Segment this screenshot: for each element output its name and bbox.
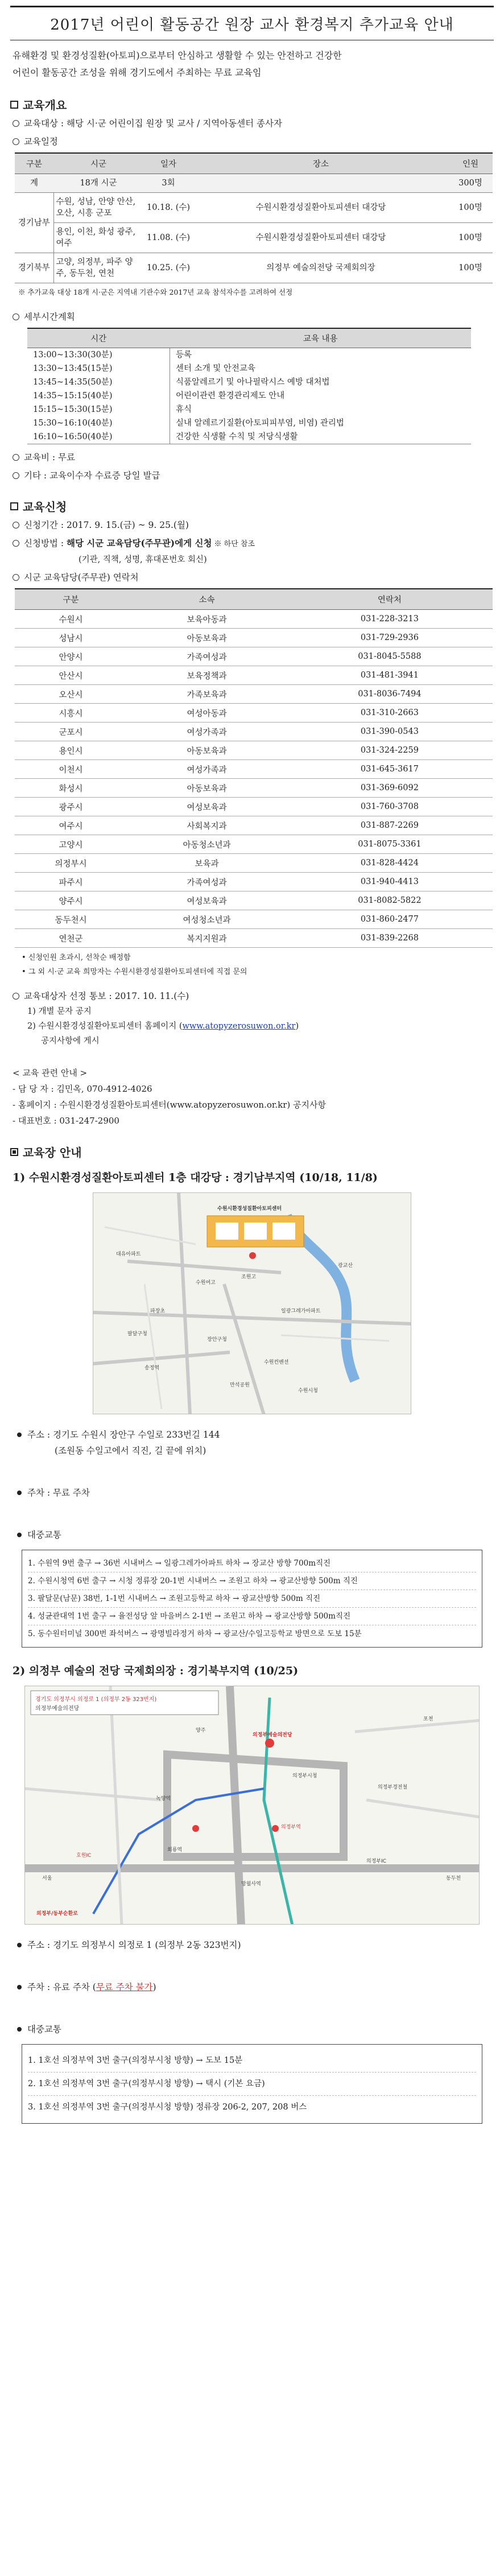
column-header: 구분 [15,153,53,174]
table-row [15,798,493,816]
table-cell: 031-940-4413 [287,873,493,891]
table-cell: 여성보육과 [127,891,287,910]
map-label: 수원시환경성질환아토피센터 [217,1206,282,1212]
table-cell: 의정부 예술의전당 국제회의장 [193,253,448,283]
table-row [15,629,493,647]
column-header: 시군 [53,153,143,174]
column-header: 인원 [448,153,493,174]
map-label: 동두천 [446,1876,461,1881]
circle-bullet-icon [13,454,19,461]
map-graphic [25,1686,480,1925]
table-cell: 18개 시군 [53,174,143,193]
timetable [27,328,471,444]
suwon-venue-map [93,1192,411,1414]
map-label: 서울 [42,1876,52,1881]
table-cell: 031-860-2477 [287,910,493,929]
map-label: 의정부/동부순환로 [36,1911,78,1917]
dot-bullet-icon [17,1985,22,1989]
table-cell: 군포시 [15,723,127,741]
table-cell: 안양시 [15,647,127,666]
table-row [15,835,493,854]
transit-box [22,2044,482,2124]
table-row [15,854,493,873]
transit-item: 5. 동수원터미널 300번 좌석버스 → 광명빌라정거 하차 → 광교산/수일고등학교 방면으로 도보 15분 [28,1629,362,1638]
map-label: 회룡역 [167,1847,183,1853]
table-row [15,666,493,685]
map-label: 의정부시청 [292,1773,317,1779]
intro-line: 유해환경 및 환경성질환(아토피)으로부터 안심하고 생활할 수 있는 안전하고 건강한 [13,50,342,61]
venue1-title: 1) 수원시환경성질환아토피센터 1층 대강당 : 경기남부지역 (10/18, 11/8) [13,1171,378,1184]
table-cell: 여성보육과 [127,798,287,816]
target-text: 교육대상 : 해당 시·군 어린이집 원장 및 교사 / 지역아동센터 종사자 [24,118,282,129]
table-cell: 031-8075-3361 [287,835,493,854]
table-row [27,389,471,403]
table-cell: 031-369-6092 [287,779,493,798]
inquiry-block [13,1065,491,1129]
table-cell: 성남시 [15,629,127,647]
time-cell: 13:30~13:45(15분) [27,362,170,375]
column-header: 소속 [127,589,287,610]
contact-label: 시군 교육담당(주무관) 연락처 [24,572,139,583]
column-header: 장소 [193,153,448,174]
map-label: 호원IC [76,1853,92,1859]
table-cell: 아동청소년과 [127,835,287,854]
table-cell: 경기북부 [15,253,53,283]
map-label: 대유아파트 [116,1252,141,1257]
table-cell: 031-729-2936 [287,629,493,647]
table-cell: 031-310-2663 [287,704,493,723]
circle-bullet-icon [13,993,19,1000]
table-row [15,253,493,283]
transit-item: 3. 1호선 의정부역 3번 출구(의정부시청 방향) 정류장 206-2, 207, 208 버스 [28,2103,307,2112]
fee-text: 교육비 : 무료 [24,452,75,463]
table-cell: 100명 [448,253,493,283]
intro-line: 어린이 활동공간 조성을 위해 경기도에서 주최하는 무료 교육임 [13,67,262,78]
transit-item: 2. 수원시청역 6번 출구 → 시청 정류장 20-1번 시내버스 → 조원고 하차 → 광교산방향 500m 직진 [28,1572,476,1590]
contact-table-body [15,610,493,948]
table-row [15,174,493,193]
transit-item: 1. 1호선 의정부역 3번 출구(의정부시청 방향) → 도보 15분 [28,2049,476,2073]
map-label: 일광그레가아파트 [281,1308,321,1314]
map-label: 수원컨벤션 [264,1360,289,1365]
table-row [15,910,493,929]
map-label: 팔달구청 [127,1331,147,1337]
table-row [15,685,493,704]
inquiry-heading: < 교육 관련 안내 > [13,1068,88,1078]
transit-item: 2. 1호선 의정부역 3번 출구(의정부시청 방향) → 택시 (기본 요금) [28,2073,476,2096]
table-row [15,873,493,891]
transit-item: 4. 성균관대역 1번 출구 → 율전성당 앞 마을버스 2-1번 → 조원고 하차 → 광교산방향 500m직진 [28,1608,476,1625]
map-label: 광교산 [338,1263,353,1269]
table-cell: 10.18. (수) [143,193,193,223]
table-cell: 고양시 [15,835,127,854]
table-cell: 용인시 [15,741,127,760]
content-cell: 휴식 [176,405,192,414]
circle-bullet-icon [13,120,19,127]
content-cell: 어린이관련 환경관리제도 안내 [176,391,285,401]
table-cell: 광주시 [15,798,127,816]
phone-text: - 대표번호 : 031-247-2900 [13,1116,119,1126]
table-row [15,647,493,666]
table-row [15,929,493,948]
transit-box [22,1550,482,1648]
map-label: 의정부예술의전당 [253,1732,292,1738]
map-label: 조원고 [241,1274,257,1280]
table-row [27,375,471,389]
time-cell: 16:10~16:50(40분) [27,430,170,444]
transit-item: 1. 수원역 9번 출구 → 36번 시내버스 → 일광그레가아파트 하차 → 장교산 방향 700m직진 [28,1555,476,1572]
homepage-link[interactable]: www.atopyzerosuwon.or.kr [182,1022,296,1031]
table-row [27,362,471,375]
table-cell: 031-390-0543 [287,723,493,741]
table-cell: 가족여성과 [127,647,287,666]
circle-bullet-icon [13,472,19,479]
table-cell: 여성가족과 [127,760,287,779]
period-text: 신청기간 : 2017. 9. 15.(금) ~ 9. 25.(월) [24,520,189,530]
venue2-title: 2) 의정부 예술의 전당 국제회의장 : 경기북부지역 (10/25) [13,1665,299,1677]
address-text: 주소 : 경기도 수원시 장안구 수일로 233번길 144 [27,1430,220,1440]
circle-bullet-icon [13,522,19,529]
table-row [15,723,493,741]
table-row [15,816,493,835]
square-bullet-icon [10,502,18,510]
table-cell: 031-8045-5588 [287,647,493,666]
table-cell: 사회복지과 [127,816,287,835]
schedule-label: 교육일정 [24,137,58,147]
table-cell: 계 [15,174,53,193]
page-title: 2017년 어린이 활동공간 원장 교사 환경복지 추가교육 안내 [10,6,494,40]
table-cell: 100명 [448,223,493,253]
dot-bullet-icon [17,1533,22,1537]
table-cell: 아동보육과 [127,741,287,760]
table-row [15,779,493,798]
table-cell: 수원시환경성질환아토피센터 대강당 [193,223,448,253]
table-cell: 양주시 [15,891,127,910]
table-cell: 경기남부 [15,193,53,253]
selection-text: 교육대상자 선정 통보 : 2017. 10. 11.(수) [24,991,189,1001]
apply-note: 신청인원 초과시, 선착순 배정함 [28,953,131,962]
dot-bullet-icon [17,2027,22,2032]
table-cell: 031-8036-7494 [287,685,493,704]
table-cell: 031-324-2259 [287,741,493,760]
content-cell: 식품알레르기 및 아나필락시스 예방 대처법 [176,378,330,387]
timetable-body [27,348,471,444]
table-cell: 오산시 [15,685,127,704]
table-cell: 여성청소년과 [127,910,287,929]
table-row [27,430,471,444]
map-label: 망월사역 [241,1881,261,1887]
table-cell: 031-839-2268 [287,929,493,948]
table-cell: 고양, 의정부, 파주 양주, 동두천, 연천 [53,253,143,283]
section-heading: 교육신청 [23,500,67,514]
dot-bullet-icon [17,1491,22,1495]
table-cell: 아동보육과 [127,629,287,647]
parking-text: 주차 : 무료 주차 [27,1488,90,1498]
table-cell: 수원시환경성질환아토피센터 대강당 [193,193,448,223]
column-header: 구분 [15,589,127,610]
map-label: 의정부경전철 [378,1785,408,1790]
map-label: 양주 [196,1728,206,1733]
table-cell: 의정부시 [15,854,127,873]
section-heading: 교육개요 [23,98,67,112]
intro-text [13,47,491,81]
table-row [27,348,471,362]
table-header-row [15,589,493,610]
square-bullet-icon [10,101,18,109]
circle-bullet-icon [13,138,19,145]
map-legend: 경기도 의정부시 의정로 1 (의정부 2동 323번지) [35,1696,157,1703]
table-cell: 3회 [143,174,193,193]
address-text: 주소 : 경기도 의정부시 의정로 1 (의정부 2동 323번지) [27,1940,241,1950]
table-row [15,193,493,223]
table-cell: 031-828-4424 [287,854,493,873]
table-cell: 여성아동과 [127,704,287,723]
table-cell: 수원, 성남, 안양 안산, 오산, 시흥 군포 [53,193,143,223]
misc-text: 기타 : 교육이수자 수료증 당일 발급 [24,470,160,481]
selection-item: 공지사항에 게시 [41,1037,100,1046]
table-cell: 파주시 [15,873,127,891]
column-header: 일자 [143,153,193,174]
content-cell: 센터 소개 및 안전교육 [176,364,255,373]
table-cell: 이천시 [15,760,127,779]
map-label: 파장초 [150,1308,166,1314]
table-cell: 수원시 [15,610,127,629]
table-cell: 031-887-2269 [287,816,493,835]
table-cell: 031-760-3708 [287,798,493,816]
dot-bullet-icon [17,1943,22,1947]
contact-table [15,588,493,948]
circle-bullet-icon [13,540,19,547]
map-graphic [93,1193,411,1414]
table-cell: 가족보육과 [127,685,287,704]
column-header: 연락처 [287,589,493,610]
schedule-table [15,152,493,283]
content-cell: 등록 [176,350,192,360]
method-text: 해당 시군 교육담당(주무관)에게 신청 [66,538,212,548]
map-label: 수원여고 [196,1280,216,1286]
map-label: 의정부IC [366,1859,387,1864]
map-label: 장안구청 [207,1337,227,1343]
transit-label: 대중교통 [27,2024,61,2034]
content-cell: 건강한 식생활 수칙 및 저당식생활 [176,432,298,441]
table-row [15,891,493,910]
table-cell [193,174,448,193]
table-row [15,610,493,629]
manager-text: - 담 당 자 : 김민옥, 070-4912-4026 [13,1084,152,1094]
table-cell: 가족여성과 [127,873,287,891]
circle-bullet-icon [13,313,19,320]
column-header: 시간 [27,328,170,348]
map-label: 포천 [423,1716,433,1722]
table-cell: 보육정책과 [127,666,287,685]
dot-bullet-icon [17,1433,22,1437]
map-label: 수원시청 [298,1388,318,1394]
homepage-text: - 홈페이지 : 수원시환경성질환아토피센터(www.atopyzerosuwon.or.kr) 공지사항 [13,1100,326,1110]
table-header-row [15,153,493,174]
overview-section [10,96,494,483]
table-cell: 031-228-3213 [287,610,493,629]
table-cell: 11.08. (수) [143,223,193,253]
table-cell: 100명 [448,193,493,223]
uijeongbu-venue-map [24,1686,480,1925]
table-row [27,403,471,416]
footnote: ※ 추가교육 대상 18개 시·군은 지역내 기관수와 2017년 교육 참석자수를 고려하여 선정 [18,288,293,296]
table-cell: 안산시 [15,666,127,685]
time-cell: 13:00~13:30(30분) [27,348,170,362]
table-cell: 031-645-3617 [287,760,493,779]
map-legend: 의정부예술의전당 [35,1706,80,1712]
table-cell: 용인, 이천, 화성 광주, 여주 [53,223,143,253]
table-header-row [27,328,471,348]
notice-document: 2017년 어린이 활동공간 원장 교사 환경복지 추가교육 안내 유해환경 및 환경성질환(아토피)으로부터 안심하고 생활할 수 있는 안전하고 건강한 어린이 활동공간 조성을 위해 경기도에서 주최하는 무료 교육임 교육개요 교육대상 : 해당 시·군 어린이집 원장 및 교사 / 지역아동센터 종사자 교육일정 구분 시군 일자 장소 인원 계 18개 시군 3회 300명 경기남부 수원, 성남, 안양 안산, 오산, 시흥 군포 10.18. (수) 수원시환경성질환아토피센터 대강당 100명 용인, 이천, 화성 광주, 여주 11.08. (수) 수원시환경성질환아토피센터 대강당 100명 경기북부 고양, 의정부, 파주 양주, 동두천, 연천 10.25. (수) 의정부 예술의전당 국제회의장 100명 ※ 추가교육 대상 18개 시·군은 지역내 기관수와 2017년 교육 참석자수를 고려하여 선정 세부시간계획 시간 교육 내용 13:00~13:30(30분) 등록 13:30~13:45(15분) 센터 소개 및 안전교육 13:45~14:35(50분) 식품알레르기 및 아나필락시스 예방 대처법 14:35~15:15(40분) 어린이관련 환경관리제도 안내 15:15~15:30(15분) 휴식 15:30~16:10(40분) 실내 알레르기질환(아토피피부염, 비염) 관리법 16:10~16:50(40분) 건강한 식생활 수칙 및 저당식생활 교육비 : 무료 기타 : 교육이수자 수료증 당일 발급 교육신청 신청기간 : 2017. 9. 15.(금) ~ 9. 25.(월) 신청방법 : 해당 시군 교육담당(주무관)에게 신청 ※ 하단 참조 (기관, 직책, 성명, 휴대폰번호 회신) 시군 교육담당(주무관) 연락처 구분 소속 연락처 수원시 보육아동과 031-228-3213 성남시 아동보육과 031-729-2936 안양시 가족여성과 031-8045-5588 안산시 보육정책과 031-481-3941 오산시 가족보육과 031-8036-7494 시흥시 여성아동과 031-310-2663 군포시 여성가족과 031-390-0543 용인시 아동보육과 031-324-2259 이천시 여성가족과 031-645-3617 화성시 아동보육과 031-369-6092 광주시 여성보육과 031-760-3708 여주시 사회복지과 031-887-2269 고양시 아동청소년과 031-8075-3361 의정부시 보육과 031-828-4424 파주시 가족여성과 031-940-4413 양주시 여성보육과 031-8082-5822 동두천시 여성청소년과 031-860-2477 연천군 복지지원과 031-839-2268 • 신청인원 초과시, 선착순 배정함 • 그 외 시·군 교육 희망자는 수원시환경성질환아토피센터에 직접 문의 교육대상자 선정 통보 : 2017. 10. 11.(수) 1) 개별 문자 공지 2) 수원시환경성질환아토피센터 홈페이지 (www.atopyzerosuwon.or.kr) 공지사항에 게시 < 교육 관련 안내 > - 담 당 자 : 김민옥, 070-4912-4026 - 홈페이지 : 수원시환경성질환아토피센터(www.atopyzerosuwon.or.kr) 공지사항 - 대표번호 : 031-247-2900 교육장 안내 1) 수원시환경성질환아토피센터 1층 대강당 : 경기남부지역 (10/18, 11/8) 수원시환경성질환아토피센터 대유아파트 광교산 수원여고 조원고 팔달구청 장안구청 송정역 수원컨벤션 만석공원 수원시청 일광그레가아파트 파장초 주소 : 경기도 수원시 장안구 수일로 233번길 144 (조원동 수일고에서 직진, 길 끝에 위치) 주차 : 무료 주차 대중교통 1. 수원역 9번 출구 → 36번 시내버스 → 일광그레가아파트 하차 → 장교산 방향 700m직진 2. 수원시청역 6번 출구 → 시청 정류장 20-1번 시내버스 → 조원고 하차 → 광교산방향 500m 직진 3. 팔달문(남문) 38번, 1-1번 시내버스 → 조원고등학교 하차 → 광교산방향 500m 직진 4. 성균관대역 1번 출구 → 율전성당 앞 마을버스 2-1번 → 조원고 하차 → 광교산방향 500m직진 5. 동수원터미널 300번 좌석버스 → 광명빌라정거 하차 → 광교산/수일고등학교 방면으로 도보 15분 2) 의정부 예술의 전당 국제회의장 : 경기북부지역 (10/25) 경기도 의정부시 의정로 1 (의정부 2동 323번지) 의정부예술의전당 의정부예술의전당 의정부시청 의정부역 동두천 서울 호원IC 녹양역 회룡역 망월사역 의정부IC 의정부경전철 의정부/동부순환로 양주 포천 주소 : 경기도 의정부시 의정로 1 (의정부 2동 323번지) 주차 : 유료 주차 (무료 주차 불가) 대중교통 1. 1호선 의정부역 3번 출구(의정부시청 방향) → 도보 15분 2. 1호선 의정부역 3번 출구(의정부시청 방향) → 택시 (기본 요금) 3. 1호선 의정부역 3번 출구(의정부시청 방향) 정류장 206-2, 207, 208 버스 [0,6,504,2124]
table-cell: 보육아동과 [127,610,287,629]
map-label: 송정역 [144,1365,160,1371]
table-cell: 화성시 [15,779,127,798]
selection-item: 1) 개별 문자 공지 [27,1007,92,1016]
table-row [15,741,493,760]
timetable-label: 세부시간계획 [24,312,75,322]
content-cell: 실내 알레르기질환(아토피피부염, 비염) 관리법 [176,419,344,428]
table-row [15,223,493,253]
apply-note: 그 외 시·군 교육 희망자는 수원시환경성질환아토피센터에 직접 문의 [28,968,247,976]
method-detail: (기관, 직책, 성명, 휴대폰번호 회신) [79,555,207,564]
time-cell: 14:35~15:15(40분) [27,389,170,403]
table-cell: 여주시 [15,816,127,835]
map-label: 녹양역 [156,1796,171,1802]
table-cell: 복지지원과 [127,929,287,948]
column-header: 교육 내용 [170,328,472,348]
table-row [15,704,493,723]
apply-section: 교육신청 신청기간 : 2017. 9. 15.(금) ~ 9. 25.(월) 신청방법 : 해당 시군 교육담당(주무관)에게 신청 ※ 하단 참조 (기관, 직책, 성명, 휴대폰번호 회신) 시군 교육담당(주무관) 연락처 구분 소속 연락처 수원시 보육아동과 031-228-3213 성남시 아동보육과 031-729-2936 안양시 가족여성과 031-8045-5588 안산시 보육정책과 031-481-3941 오산시 가족보육과 031-8036-7494 시흥시 여성아동과 031-310-2663 군포시 여성가족과 031-390-0543 용인시 아동보육과 031-324-2259 이천시 여성가족과 031-645-3617 화성시 아동보육과 031-369-6092 광주시 여성보육과 031-760-3708 여주시 사회복지과 031-887-2269 고양시 아동청소년과 031-8075-3361 의정부시 보육과 031-828-4424 파주시 가족여성과 031-940-4413 양주시 여성보육과 031-8082-5822 동두천시 여성청소년과 031-860-2477 연천군 복지지원과 031-839-2268 • 신청인원 초과시, 선착순 배정함 • 그 외 시·군 교육 희망자는 수원시환경성질환아토피센터에 직접 문의 교육대상자 선정 통보 : 2017. 10. 11.(수) 1) 개별 문자 공지 2) 수원시환경성질환아토피센터 홈페이지 (www.atopyzerosuwon.or.kr) 공지사항에 게시 [10,498,494,1048]
table-cell: 300명 [448,174,493,193]
map-label: 의정부역 [281,1824,301,1830]
map-label: 만석공원 [230,1382,250,1388]
table-cell: 시흥시 [15,704,127,723]
table-cell: 031-8082-5822 [287,891,493,910]
table-cell: 동두천시 [15,910,127,929]
circle-bullet-icon [13,574,19,581]
table-row [15,760,493,779]
section-heading: 교육장 안내 [23,1146,82,1159]
table-cell: 031-481-3941 [287,666,493,685]
square-bullet-icon [10,1148,18,1156]
time-cell: 15:30~16:10(40분) [27,416,170,430]
table-cell: 연천군 [15,929,127,948]
table-row [27,416,471,430]
table-cell: 보육과 [127,854,287,873]
time-cell: 15:15~15:30(15분) [27,403,170,416]
transit-item: 3. 팔달문(남문) 38번, 1-1번 시내버스 → 조원고등학교 하차 → 광교산방향 500m 직진 [28,1590,476,1608]
transit-label: 대중교통 [27,1530,61,1540]
no-free-parking-note: 무료 주차 불가 [96,1982,153,1992]
venue-section [10,1143,494,1160]
time-cell: 13:45~14:35(50분) [27,375,170,389]
address-note: (조원동 수일고에서 직진, 길 끝에 위치) [55,1446,206,1456]
table-cell: 여성가족과 [127,723,287,741]
table-cell: 10.25. (수) [143,253,193,283]
table-cell: 아동보육과 [127,779,287,798]
